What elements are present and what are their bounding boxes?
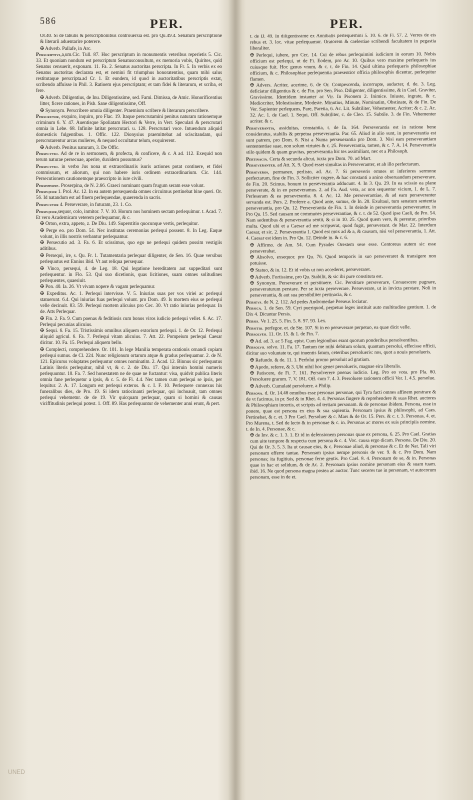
- entry-headword: Persolvo: [246, 346, 265, 352]
- dictionary-entry: [36, 254, 222, 266]
- running-head-right: PER.: [330, 16, 364, 31]
- entry-headword: Perseveranter: [246, 163, 275, 169]
- dictionary-entry: [246, 83, 436, 126]
- dictionary-entry: [246, 390, 436, 433]
- entry-text: . 1. de Sen. 59. Cyri pueriquod, perpetuo leges instituit auto multitudine gentium. 1. de Dix 4. Dicuntur Persis.: [246, 305, 436, 319]
- dictionary-entry: [36, 96, 222, 108]
- entry-text: , exquiro, inquiro, pro Flac. 19. Itaque perscrutamini penitus naturam rationemque criminum 6. Y. 47. Auentisque Spoliatam Hectori & Verre, in Verr. Speculari & perscrutari omnia in Lebe. 68. Infinite latitat perscrutari. u. 128. Perscrutari voce. Intuendum aliquid domesticis fulgentibus. 1. Offic. 122. Dionysius praemittebat ad sciscitandam, qui perscrutarentur arcas mulieres, & nequod occultatur telum, exquirerent.: [36, 115, 222, 145]
- entry-text: ✠ Affirmo. de Am. 54. Cum Pyrades Orestem sese esse. Centoreus autem sic esse perseverabat.: [250, 242, 436, 255]
- entry-text: ✠ Perlequi, iubere, pro Cec. 14. Cui de rebus perlequimini iudicium in eorum 10. Nobis officium est perlequi, ut de Fi. Eodem, pro Ar. 10. Quibus vero maxime perlequeris ius cuiusque fuit. Hoc genus vnum, & c. t. de Fin. 14. Quid ultima perlequeris philosophiae officium, & c. Philosophiae perlequentia praesentior officia philosophis dicentur, perlequitur flamen.: [250, 51, 436, 83]
- dictionary-entry: [246, 306, 436, 319]
- entry-headword: Persephone: [36, 183, 59, 189]
- dictionary-entry: [36, 53, 222, 95]
- dictionary-entry: [246, 280, 436, 299]
- entry-text: ✠ Patiscere, de Fi. 7. 161. Persolverere poenas iudicio. Leg. Pro eo vota. pro Pla. 80. Persoluere grarum. 7. V. 181. Off. cum 7. 4. 3. Persoluere rationem officii Ver. 1. 4.5. persolue.: [250, 370, 436, 383]
- entry-text: ✠ Apodo, referre, & 3. Ubi nihil hoc gener persolueris, magnae eira liberalis.: [250, 364, 402, 371]
- entry-text: ✠ Synonym. Perseverare et perstituere. Cic. Perstitare perseverare, Corsuescere pugnare, perseveraturum perstare. Per se iuxta perseverare. Perseverare, ut in invicta perstare. Noli in perseverantia, & aut sua perstibiliter pertinacia, & c.: [250, 280, 436, 299]
- dictionary-entry: [246, 345, 436, 358]
- entry-text: ,a,um.Cic. Tull. 87. Hoc perscriptum in monumentis veteribus reperietis 5. Cic. 33. Et quoniam nondum est perscriptum Senatusconsultum, ex memoria vobis, Quirites, quid Senatus censuerit, exponam. 11. Fa. 2. Senatus auctoritas perscripta. In Fr. 5. In verbis ex eo Senatus auctoritas declarata est, et nemini fit triumphus honoratentius, quam mihi salus restitutaque perscripta.ad Cr. 1. Et eundem, id quod in auctoritatibus perscriptis extat, scribendo affuisse in Phil. 3. Ratioem ejus perscriptam; et tam fidei & literarum, et scriba, et fere.: [36, 53, 222, 95]
- entry-headword: Persequor: [36, 209, 57, 215]
- entry-headword: Perseveros: [246, 170, 269, 176]
- dictionary-entry: [36, 348, 222, 408]
- entry-text: . Ad de re in sermonem, & profecta, & conficere, & c. A ad. 112. Exequid non terum naturae persecuae, aperire, duxidem possumus?: [36, 152, 222, 164]
- entry-text: . perfegoe. et. de Ste. 107. Si in eo perseverare perpetuo, ea quae dicit velle.: [262, 325, 411, 332]
- entry-headword: Persitio: [246, 326, 263, 332]
- dictionary-entry: [36, 329, 222, 347]
- entry-text: ✠ Advers. Acriter, acerime, 6. de Or. Compescenda, incorrupte, audacter, d. de. 3. Leg. deficiatur diligentius & c. de Fin. pro Sen. Piso. Diligenter, diligentissime, & in Cael. Graviter, Gravissime. Identidem instanter ac Vir. In Pisonem 2. Inimice. Iniuste, ingrate, & c. Mediocriter, Molestissime, Modeste. Minutius, Minute, Nominatim, Obstinate, & de Fin. De Ver. Sapienter perlequens, Pare, Paretia, 6. Ac. Lit. Subtiliter, Vehementer, Acriter; & c. 2. Ac. 32. Ac. 1. de Cael. 1. Sequi, Off. Subtiliter, c. de Cleo. 15. Subtile. 3. de Fin. Vehementer acriter. & c.: [250, 82, 436, 126]
- dictionary-entry: [36, 267, 222, 285]
- entry-headword: Persecutor: [36, 202, 59, 208]
- dictionary-entry: [36, 165, 222, 183]
- entry-text: ✠ Adverb. Fortissime, pro Qu. Stabilit, & sic ibi pure constituta est.: [250, 274, 383, 281]
- dictionary-entry: [36, 222, 222, 228]
- entry-headword: Perscriptivs: [36, 53, 61, 59]
- right-text-column: [246, 33, 436, 789]
- entry-text: ✠ Refundo. & de. 11. 1. Perfolui promo persoluit ad gratiam.: [250, 357, 371, 364]
- entry-headword: Persona: [246, 391, 263, 397]
- dictionary-entry: [36, 152, 222, 164]
- entry-headword: Persolveo: [246, 332, 267, 338]
- entry-text: ✠ Complecti, comprehendere. Or. 101. In lege Manilia temperata orationis ornandi copiam perlequi sumus. de Cl. 224. Nunc religionum ortarum atque & gradus perlequamur. 2. de N. 121. Epicurus voluptates perlequutur omnes nominatim. 2. Acad. 12. Binnus sic perlequutus Latinis literis perlequitur, nihil vt, & c. 2. de Diu. 17. Qui interuin homini numeris perlequuntur. 10. Fa. 7. Sed honestatem ne de quae ne fuctantur: visa, quidvit publica literis omnia fane perlequetur a ipsis, & c. 5. de Fi. 4.4. Nec tamen cum perlequi se ipsis, per lequitur. 2. A. 17. Longum est perlequi exteros. & c. I. F. 10. Perlequere connexus his funeralibus dies, de Pro. 19. Si idem ratiocinanti perlequar, qui inchoauit, tam omnes perlequi vehemetnr. de de 19. Vir quicquam perlequar, quam si homini & causas viciffitudinis perlequi potest. 1. Off. 89. Has perlequuntur de vehementer anni erunt, & pert.: [40, 347, 222, 407]
- dictionary-entry: [36, 210, 222, 222]
- entry-text: . Proserpina, de N. 2.66. Graeci nominant quam frugum seram esse volunt.: [58, 183, 205, 189]
- dictionary-entry: [246, 33, 436, 52]
- entry-text: ✠ Adverb. Cumulaté persoluere. a Philip.: [250, 384, 332, 390]
- left-text-column: [36, 34, 222, 789]
- dictionary-entry: [36, 285, 222, 291]
- entry-text: , assiduitas, constantia, t. de In. 164. Perseverantia est in ratione bene consideratus, stabilis & perpetua perseverantia. Par. 65. Aliud in alio sunt, in perseverantia est sunt patrem, pro Dom. 8. Nisi a Numa perseuerantia pro Dom. 3. Nisi eam perseverantiam sentententiae suae, non solum virtutes & c. 25. Perseverantia, tamen, & c. 7. A. 14. Perseverantia stilo quidem & quam gravitas, perseverantia hic tes assimiliant, nec et a Philosoph.: [246, 125, 436, 156]
- dictionary-entry: [246, 125, 436, 156]
- entry-text: . Ve 1. 25. 5. Fin. 5. 8. 97. 93. Lex.: [258, 319, 327, 325]
- entry-text: . de N. 2. 112. Ad pedes Andromedae Perseus lociatur.: [261, 299, 368, 306]
- entry-text: ✠ Absolvo, exsequor. pro Qu. 76. Quod temporis in suo perseveraret & transigere non potuisse.: [250, 254, 436, 267]
- entry-text: ✠ Persecutio ad. 3. Fa. 6. Et scissimus, quo ego ne perlequi quidem possim vestigiis aditibus.: [40, 241, 222, 253]
- entry-headword: Persequor: [36, 190, 57, 196]
- entry-text: . 11. Or. 15. & 1. de Fin. 7.: [266, 332, 319, 338]
- entry-text: ✠ Synonym. Perscribere omnia diligenter. Praemium scribere & literarum perscribere.: [40, 108, 210, 114]
- entry-text: ✠ Statuo, & in. 12. Et id vobis ut non accederet, perseveraret.: [250, 267, 371, 274]
- book-gutter: [228, 0, 242, 800]
- dictionary-entry: [36, 292, 222, 316]
- page-number: 586: [40, 16, 57, 26]
- entry-headword: Perscrutor: [36, 115, 59, 121]
- library-stamp: UNED: [8, 770, 26, 776]
- entry-headword: Persis: [246, 319, 259, 325]
- entry-text: ✠ Sequi. 6. Fa. 15. Tristissimis omnibus aliquem extorium perlequi. 1. de Or. 12. Perlequi aliquid agricul. 6. Fa. 7. Perlequi vitam alicuius. 7. Att. 22. Pompeium perlequi Caesar dicitur. 10. Fa. 15. Perlequi aliquem bello.: [40, 329, 222, 347]
- entry-text: ✠ Vinco, persequi, 4. de Leg. 18. Qui legatione hereditatem aut suppeditari sunt perlequentur. in Flo. 53. Qui suo dicetionis, quas licitiones, suam omnes solitudines perlequentes, quaesiuit.: [40, 266, 222, 284]
- dictionary-entry: [36, 146, 222, 152]
- entry-text: ✠ Perge eo. pro Dom. 54. Nec institutas ceremonias perlequi possent. 8. In Leg. Eaque volunt, in illis nostris verbantur perlequamur.: [40, 228, 222, 240]
- entry-text: . d. Or. 14.48 omnibus esse personas personae, qui Tyra facti omnes affinem perstrare & de vt facimus, in pr. Sed & in Rhet. 4. 4. Personas fingere & reprehendere & suas Rhet. auctores & Philosophiam incertis, et scriptis ad tertiam personam. & de personae ibidem. Persona, esse in ponere, quae est persona ex eius & sua sapientia. Personam ipsius & philosophi, ad Caes. Pertinebat, & c. et. 3 Pro Cael. Persoluer & c. Mars & de Or. 15. Pers. & c. t. 3. Personas, 4. et. Pro Murena, t. Sed de lecto & in personae & c. in. Personas ac mores ex suis principiis nomine. t. de In. 4. Personae, & c.: [246, 389, 436, 433]
- entry-headword: Persecvtio: [36, 165, 58, 171]
- entry-headword: Perseverantia: [246, 126, 275, 132]
- entry-text: ✠ Adverb. Penitus naturam, 3. De Offic.: [40, 145, 120, 151]
- entry-text: ✠ Fin. 2. Fa. 9. Cum poenas & feditiosis cum bonos viros iudicio perlequi vellet. 6. Ac. 17. Perlequi pecunias alicuius.: [40, 316, 222, 328]
- dictionary-entry: [246, 255, 436, 268]
- entry-text: . solvo. 11. Fa. 17. Tantum me mihi debitum solum, quantum persolui, effecisse officii, dicitur suo voluntate te, qui inuentis fatum, ceteribus persolueris: nos, quot a nouis persolueris.: [246, 344, 436, 358]
- dictionary-entry: [36, 190, 222, 202]
- dictionary-entry: [36, 115, 222, 145]
- dictionary-entry: [36, 47, 222, 53]
- entry-text: 4. Perseverare, in futuram, 23. 1. Co.: [58, 202, 133, 208]
- entry-text: Or.40. Si de tabulis & perscriptionibus controuersia est. pro Qu.49.4. Senatum perscriptione & literarii aduentarire poterere.: [40, 34, 222, 46]
- entry-text: t. de D. 49. In diligentissime ex Annibalis perlequemini 5. 10. 6. de Fi. 57. 2. Verres de eis rebus et. 3. loc. vitae perlequamur. Oratorem & caelestiae scribendi facultatem in pegastia liberaliter.: [250, 33, 436, 52]
- entry-text: ✠ de Inv. & c. 1. 3. 1. Et id in defensionem personas quae ex persona, 6. 25. Pro Cael. Gratias cum uite tempore & respecta cum persona & c. 4. Voc. causa ergo dicam. Persona. De Diu. 20. Qui de Or. 3. 5. 3. Ita ut causae eius, & c. Personae aliud, & personae & c. Et de Nat. Tali viri personam efferre tantae. Personam ipsius nempe personis de ver. 9. & c. Pro Dom. Nam personas; ita fugitiuis, personae ferre gentis. Pro Cael. 8. 4. Personam de se, & in. Personas quae in hac et solidum, & de Ac. 2. Personam ipsius nomine personam eius & suam tuam. ibid. 16. Ne quod persona magna postea ac auctor. Tunc seceres tue in personam, vt autocorum personam, esse in de et.: [250, 432, 436, 481]
- dictionary-entry: [246, 52, 436, 83]
- dictionary-entry: [246, 433, 436, 482]
- entry-text: . Certa & secunda alicui, iuxta pro Dom. 70. ad Mart.: [267, 156, 372, 163]
- running-head-left: PER.: [150, 16, 184, 31]
- dictionary-entry: [36, 203, 222, 209]
- entry-text: ✠ Expeditus. Ac. 1. Perlequi intervisse. V. 5. Iniurias suas per vos viriei ac perlequi statuerunt. 6.4. Qui iniurias fuas perlequi volunt. pro Dom. 49. Is mortem eius se perlequi velle decinuit. 83. 59. Perlequi mortem alicuius pro Cec. 30. Vt ratio iniurias perlequar. In de. Atts Perlequar.: [40, 291, 222, 315]
- entry-headword: Persevs: [246, 300, 262, 306]
- dictionary-entry: [36, 241, 222, 253]
- dictionary-entry: [36, 184, 222, 190]
- entry-text: ✠ Orton, extra, appeto, z. De Diu. 149. Superstitio quocunque vertis, perlequitur.: [40, 222, 199, 228]
- entry-text: . in verbo Jus nona ut extraordinariis isuris actiones potat continere, et fidei commissum, et aliorum, qui non habere iuris ordinem extraordinarium. Cic. 144. Persecutionem cautionemque praescripto in iure civili.: [36, 165, 222, 183]
- dictionary-entry: [246, 242, 436, 255]
- entry-text: . ad Att. X. 9. Quod esset simultas in Perseveranter, et ab illo perfectarum.: [274, 162, 420, 169]
- entry-headword: Persica: [246, 306, 262, 313]
- dictionary-entry: [36, 109, 222, 115]
- entry-text: ✠ Persequi, ire, s. Qu. Fr. 1. Tutamentaria perlequar diligenter, de Sen. 16. Quae versibus perlequutus est Ennius ibid. Vt aut reliqua persequar.: [40, 254, 222, 266]
- dictionary-entry: [36, 229, 222, 241]
- entry-headword: Persecvtio: [36, 152, 58, 158]
- entry-headword: Pertinacia: [246, 157, 268, 163]
- entry-text: ✠ Adverb. Diligentius, de Inu. Diligentissime, sed. Fami. Dimissa, de Amic. Honorificentius litter, ficere rationes, in Pisb. Sane diligentissime, Off.: [40, 95, 222, 107]
- dictionary-entry: [246, 169, 436, 243]
- entry-text: 1. Prol. Ac. 12. In ea autem persequenda omnes circuimus pertinebat bine queri. Or. 56. Id natandum est ad finem perlequendae, quaerenda in sacris.: [36, 190, 222, 202]
- entry-text: ✠ Ad. ad. 3. ac 5 Fag. epist. Cum legionibus erant quorum ponderibus persolventibus.: [250, 338, 419, 345]
- dictionary-entry: [36, 34, 222, 46]
- entry-text: ✠ Pon. 40. Ia. 26. Vt vivam nopere & vagam perlequamur.: [40, 285, 156, 291]
- entry-text: ✠ Adverb. Pallafe, in Arc.: [40, 46, 92, 52]
- dictionary-entry: [246, 371, 436, 384]
- entry-text: ,sequor, colo, inmitor. 7. V. 10. Horum nos hominem sectam perlequimur. t. Acad. 7. Et vero Academicam veterem perlequamur, & c.: [36, 209, 222, 221]
- entry-text: , permaneo, perlisto, ad. Ac. 7. Si perseveris omnes ut inferiores sermone perfectarum, fine de Fin. 3. Solliciter cogere, & hac constanti a anino obseruandum perseverare. de Fin. 20. Scimus, bonum in perseverantia adducunt. 4. In 3. Qu. 29. In ea scissio ea plane perseverate, & in eo perseveramus. 2. ad Fa. Aud. vera, ac non sequentur vicium, 1. de L. 7. Perleseram & ea perseverantia. 8. 4. Ac. 12. Me perseverantiae, & ad eam perseveranter servanda est. Pers. 2. Proferre a. Quod ante, sumus, de In. 20. Exultaui, tum senatum sententia perseverantia, pro Qu. 12. Perseverantia de Fin. 1. In deinde in perseverantia perseveranter, in Pro Qu. 15. Sed causam ne communes perseverantiae, & c. t. de 52. Quod ipse Caeli, de Pro. 54. Nam sedentibus & perseverantia sentit, & si in 10. 25. Quod quem vero, & pereutur, prioribus multa. Quod ubi et a Caesar ad me scripserat, quod fugit, perseverant. de Mar. 22. Interdum Caesar, et sic. 2. Perseverantia 1. Quod est mox ad & a, & causam, nisi vel perseverantia, 1. Att. 4. Caesar est idem in. Pro Qu. 12. Deinde in. & c. 6.: [246, 169, 436, 242]
- dictionary-entry: [36, 317, 222, 329]
